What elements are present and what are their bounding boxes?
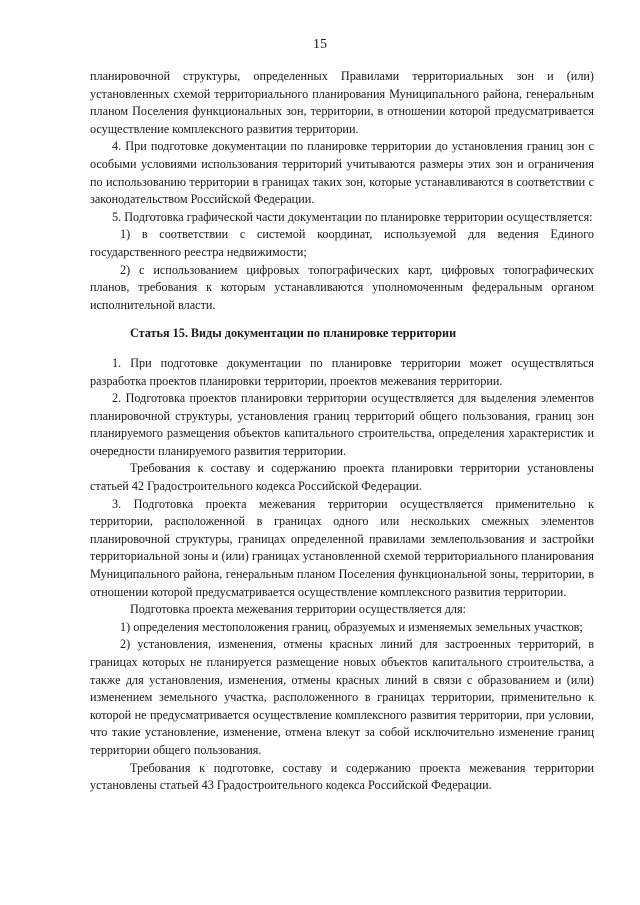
- article-paragraph-2-requirements: Требования к составу и содержанию проекта планировки территории установлены статьей 42 Градостроительного кодекса Российской Федерации.: [90, 461, 594, 494]
- article-paragraph-3-requirements: Требования к подготовке, составу и содержанию проекта межевания территории установлены статьей 43 Градостроительного кодекса Российской Федерации.: [90, 760, 594, 793]
- article-subitem-3-1: 1) определения местоположения границ, образуемых и изменяемых земельных участков;: [120, 619, 583, 634]
- article-paragraph-3: 3. Подготовка проекта межевания территории осуществляется применительно к территории, расположенной в границах одного или нескольких смежных элементов планировочной структуры, границах определенной правилами землепользования и застройки территориальной зоны и (или) границах установленной схемой территориального планирования Муниципального района, генеральным планом Поселения функциональной зоны, территории, в отношении которой предусматривается осуществление комплексного развития территории.: [90, 496, 594, 599]
- article-heading: Статья 15. Виды документации по планировке территории: [130, 326, 457, 341]
- paragraph-subitem-5-2: 2) с использованием цифровых топографических карт, цифровых топографических планов, требования к которым устанавливаются уполномоченным федеральным органом исполнительной власти.: [90, 262, 594, 312]
- paragraph-item-5: 5. Подготовка графической части документации по планировке территории осуществляется:: [112, 209, 593, 224]
- article-paragraphs: [90, 355, 594, 795]
- paragraph-item-4: 4. При подготовке документации по планировке территории до установления границ зон с особыми условиями использования территорий учитываются размеры этих зон и ограничения по использованию территории в границах таких зон, которые устанавливаются в соответствии с законодательством Российской Федерации.: [90, 139, 594, 207]
- article-subitem-3-2: 2) установления, изменения, отмены красных линий для застроенных территорий, в границах которых не планируется размещение новых объектов капитального строительства, а также для установления, изменения, отмены красных линий в связи с образованием и (или) изменением земельного участка, расположенного в границах территории, применительно к которой не предусматривается осуществление комплексного развития территории, при условии, что такие установление, изменение, отмена влекут за собой исключительно изменение границ территории общего пользования.: [90, 637, 594, 757]
- article-paragraph-3-purpose: Подготовка проекта межевания территории осуществляется для:: [130, 602, 466, 617]
- article-paragraph-1: 1. При подготовке документации по планировке территории может осуществляться разработка проектов планировки территории, проектов межевания территории.: [90, 355, 594, 388]
- paragraphs-before-article: [90, 68, 594, 314]
- paragraph-continuation: планировочной структуры, определенных Правилами территориальных зон и (или) установленных схемой территориального планирования Муниципального района, генеральным планом Поселения функциональных зон, территории, в отношении которой предусматривается осуществление комплексного развития территории.: [90, 69, 594, 136]
- article-paragraph-2: 2. Подготовка проектов планировки территории осуществляется для выделения элементов планировочной структуры, установления границ территорий общего пользования, границ зон планируемого размещения объектов капитального строительства, определения характеристик и очередности планируемого развития территории.: [90, 391, 594, 458]
- paragraph-subitem-5-1: 1) в соответствии с системой координат, используемой для ведения Единого государственного реестра недвижимости;: [90, 227, 594, 259]
- document-body: [90, 68, 594, 795]
- page-number: 15: [313, 37, 327, 52]
